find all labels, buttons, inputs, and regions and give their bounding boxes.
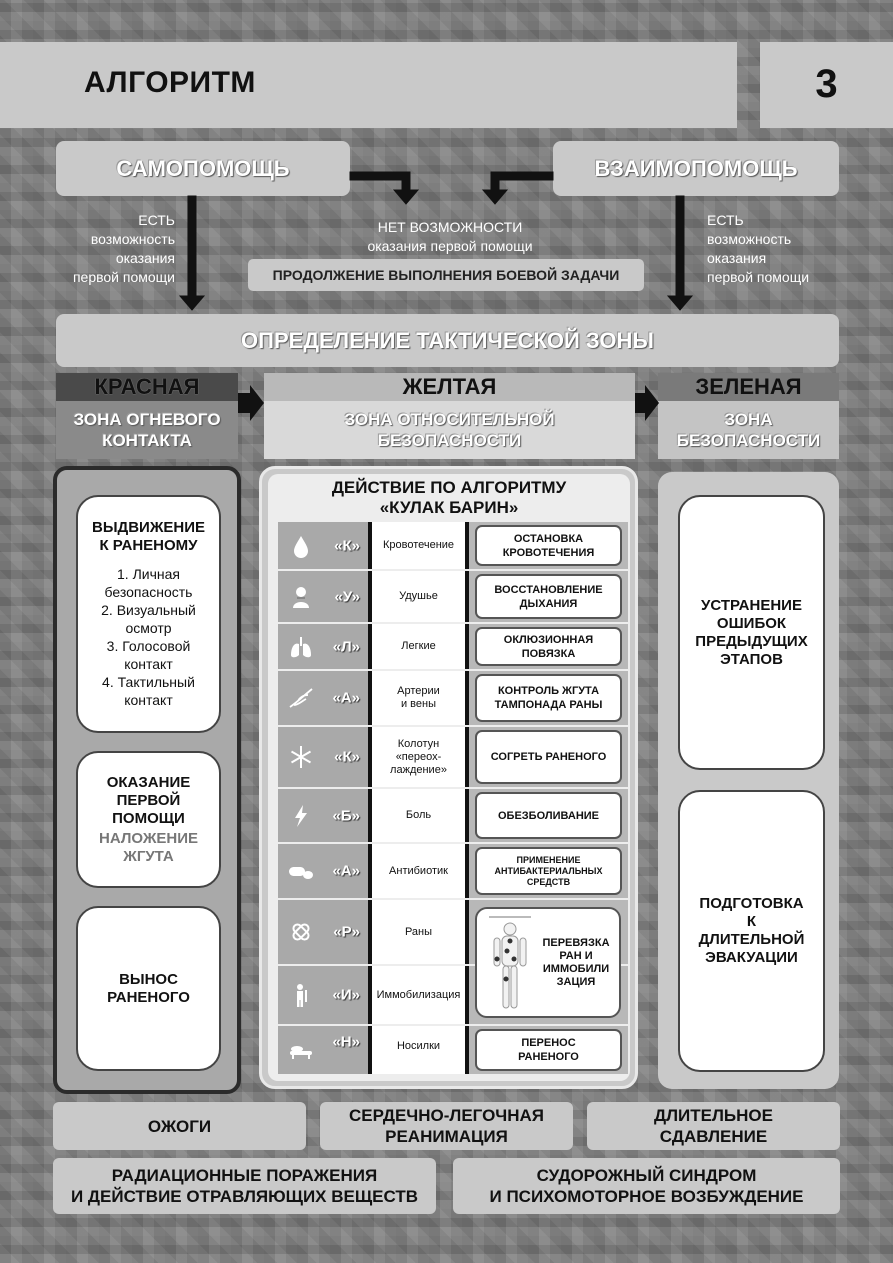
row-letter: «А» xyxy=(332,862,360,880)
row-action: ОСТАНОВКА КРОВОТЕЧЕНИЯ xyxy=(475,525,622,566)
row-letter: «У» xyxy=(334,588,360,605)
crush-label: ДЛИТЕЛЬНОЕ СДАВЛЕНИЕ xyxy=(654,1106,773,1146)
prepare-evacuation-label: ПОДГОТОВКА К ДЛИТЕЛЬНОЙ ЭВАКУАЦИИ xyxy=(698,895,805,966)
cpr-box xyxy=(320,1102,573,1150)
lungs-icon xyxy=(288,634,314,660)
pain-bolt-icon xyxy=(288,803,314,829)
wounds-action-box xyxy=(475,907,621,1018)
row-letter: «Н» xyxy=(332,1033,360,1051)
row-letter: «А» xyxy=(332,689,360,707)
row-letter: «И» xyxy=(332,986,360,1004)
stretcher-icon xyxy=(288,1037,314,1063)
algorithm-table xyxy=(278,522,628,1074)
page-number: 3 xyxy=(815,62,838,106)
blood-drop-icon xyxy=(288,533,314,559)
advance-title: ВЫДВИЖЕНИЕ К РАНЕНОМУ xyxy=(92,519,205,554)
page-title: АЛГОРИТМ xyxy=(84,66,256,99)
fix-errors-label: УСТРАНЕНИЕ ОШИБОК ПРЕДЫДУЩИХ ЭТАПОВ xyxy=(695,596,808,668)
body-figure-icon xyxy=(485,915,535,1015)
advance-card xyxy=(76,495,221,733)
continue-task-box xyxy=(248,259,644,291)
yellow-to-green-arrow xyxy=(635,383,659,423)
prepare-evacuation-card xyxy=(678,790,825,1072)
determine-zone-label: ОПРЕДЕЛЕНИЕ ТАКТИЧЕСКОЙ ЗОНЫ xyxy=(241,327,654,353)
row-action: ПРИМЕНЕНИЕ АНТИБАКТЕРИАЛЬНЫХ СРЕДСТВ xyxy=(475,847,622,895)
tourniquet-label: НАЛОЖЕНИЕ ЖГУТА xyxy=(98,829,199,865)
fix-errors-card xyxy=(678,495,825,770)
algorithm-row xyxy=(278,844,628,898)
continue-task-label: ПРОДОЛЖЕНИЕ ВЫПОЛНЕНИЯ БОЕВОЙ ЗАДАЧИ xyxy=(272,267,620,283)
algorithm-row xyxy=(278,522,628,569)
row-action: ПЕРЕНОС РАНЕНОГО xyxy=(475,1029,622,1071)
row-label: Удушье xyxy=(372,571,465,622)
left-note: ЕСТЬ возможность оказания первой помощи xyxy=(72,212,175,285)
green-zone-subtitle: ЗОНА БЕЗОПАСНОСТИ xyxy=(658,401,839,459)
row-action: ОБЕЗБОЛИВАНИЕ xyxy=(475,792,622,839)
yellow-zone-subtitle: ЗОНА ОТНОСИТЕЛЬНОЙ БЕЗОПАСНОСТИ xyxy=(264,401,635,459)
evacuate-card xyxy=(76,906,221,1071)
advance-list: 1. Личная безопасность 2. Визуальный осмотр 3. Голосовой контакт 4. Тактильный контакт xyxy=(101,566,196,708)
burns-box xyxy=(53,1102,306,1150)
row-label: Боль xyxy=(372,789,465,842)
red-to-yellow-arrow xyxy=(238,383,264,423)
pills-icon xyxy=(288,858,314,884)
center-note: НЕТ ВОЗМОЖНОСТИ оказания первой помощи xyxy=(367,219,533,254)
bandage-icon xyxy=(288,919,314,945)
yellow-zone-header: ЖЕЛТАЯ xyxy=(264,373,635,401)
row-action: ВОССТАНОВЛЕНИЕ ДЫХАНИЯ xyxy=(475,574,622,619)
row-letter: «К» xyxy=(334,748,360,766)
choking-icon xyxy=(288,584,314,610)
seizures-label: СУДОРОЖНЫЙ СИНДРОМ И ПСИХОМОТОРНОЕ ВОЗБУЖДЕНИЕ xyxy=(489,1166,804,1206)
row-label: Раны xyxy=(372,900,465,964)
mutual-help-label: ВЗАИМОПОМОЩЬ xyxy=(594,155,798,181)
algorithm-row xyxy=(278,727,628,787)
algorithm-row xyxy=(278,571,628,622)
crush-box xyxy=(587,1102,840,1150)
row-label: Артерии и вены xyxy=(372,671,465,725)
radiation-label: РАДИАЦИОННЫЕ ПОРАЖЕНИЯ И ДЕЙСТВИЕ ОТРАВЛЯЮЩИХ ВЕЩЕСТВ xyxy=(70,1166,419,1206)
row-label: Носилки xyxy=(372,1026,465,1074)
green-zone-header: ЗЕЛЕНАЯ xyxy=(658,373,839,401)
algorithm-row xyxy=(278,624,628,669)
snowflake-icon xyxy=(288,744,314,770)
self-help-label: САМОПОМОЩЬ xyxy=(116,155,290,181)
burns-label: ОЖОГИ xyxy=(147,1116,212,1136)
seizures-box xyxy=(453,1158,840,1214)
algorithm-row xyxy=(278,789,628,842)
row-letter: «Л» xyxy=(332,638,360,655)
row-label: Иммобилизация xyxy=(372,966,465,1024)
algorithm-row xyxy=(278,671,628,725)
row-letter: «К» xyxy=(334,537,360,554)
evacuate-label: ВЫНОС РАНЕНОГО xyxy=(107,970,190,1006)
row-action: СОГРЕТЬ РАНЕНОГО xyxy=(475,730,622,784)
red-zone-subtitle: ЗОНА ОГНЕВОГО КОНТАКТА xyxy=(56,401,238,459)
cpr-label: СЕРДЕЧНО-ЛЕГОЧНАЯ РЕАНИМАЦИЯ xyxy=(348,1106,545,1146)
red-zone-header: КРАСНАЯ xyxy=(56,373,238,401)
right-note: ЕСТЬ возможность оказания первой помощи xyxy=(707,212,810,285)
row-action: ОКЛЮЗИОННАЯ ПОВЯЗКА xyxy=(475,627,622,666)
row-action: КОНТРОЛЬ ЖГУТА ТАМПОНАДА РАНЫ xyxy=(475,674,622,722)
radiation-box xyxy=(53,1158,436,1214)
row-label: Легкие xyxy=(372,624,465,669)
row-label: Колотун «переох- лаждение» xyxy=(372,727,465,787)
immobilization-icon xyxy=(288,982,314,1008)
row-letter: «Б» xyxy=(332,807,360,824)
row-letter: «Р» xyxy=(333,923,360,941)
row-label: Антибиотик xyxy=(372,844,465,898)
algorithm-row xyxy=(278,1026,628,1074)
wounds-action-text: ПЕРЕВЯЗКА РАН И ИММОБИЛИ ЗАЦИЯ xyxy=(542,936,610,988)
row-label: Кровотечение xyxy=(372,522,465,569)
arteries-icon xyxy=(288,685,314,711)
first-aid-title: ОКАЗАНИЕ ПЕРВОЙ ПОМОЩИ xyxy=(106,773,191,827)
algorithm-title: ДЕЙСТВИЕ ПО АЛГОРИТМУ «КУЛАК БАРИН» xyxy=(331,478,567,517)
first-aid-card xyxy=(76,751,221,888)
determine-zone-box xyxy=(56,314,839,367)
